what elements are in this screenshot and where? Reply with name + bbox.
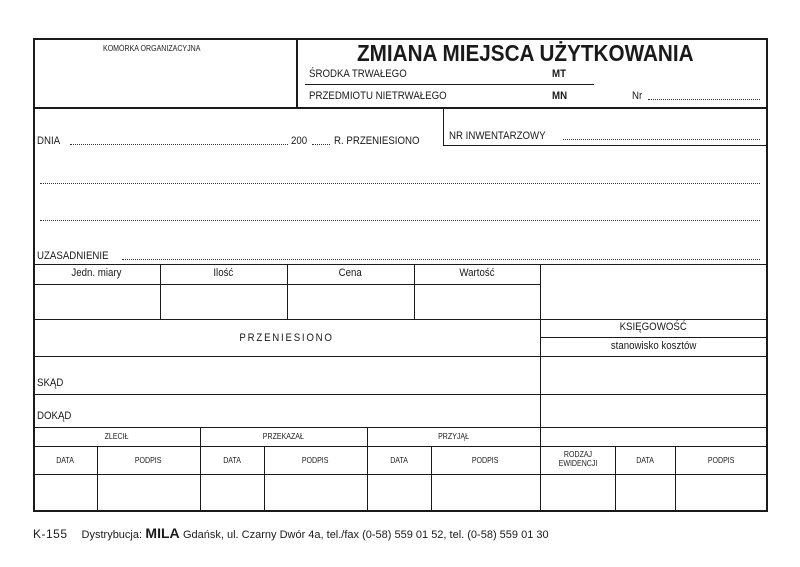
year-suffix: R. PRZENIESIONO xyxy=(334,135,420,147)
frame-bottom xyxy=(33,510,768,512)
inventory-field[interactable] xyxy=(563,136,760,140)
cost-position-to-field[interactable] xyxy=(542,396,765,426)
description-line-2[interactable] xyxy=(40,217,760,221)
received-header: PRZYJĄŁ xyxy=(438,432,469,441)
ordered-signature-cell[interactable] xyxy=(98,476,199,509)
movement-title: PRZENIESIONO xyxy=(239,332,334,344)
received-signature-cell[interactable] xyxy=(432,476,539,509)
handed-over-header: PRZEKAZAŁ xyxy=(262,432,305,441)
handed-over-date-cell[interactable] xyxy=(201,476,263,509)
received-date-header: DATA xyxy=(390,456,408,465)
record-type-header: RODZAJ EWIDENCJI xyxy=(558,450,597,468)
to-field[interactable] xyxy=(85,396,539,426)
frame-right xyxy=(766,38,768,512)
ordered-date-cell[interactable] xyxy=(35,476,96,509)
org-unit-label: KOMÓRKA ORGANIZACYJNA xyxy=(103,44,201,53)
non-durable-code: MN xyxy=(552,90,568,102)
price-header: Cena xyxy=(338,267,363,279)
from-row-line xyxy=(33,394,767,395)
accounting-signature-header: PODPIS xyxy=(707,456,735,465)
accounting-date-header: DATA xyxy=(636,456,654,465)
form-code: K-155 xyxy=(33,527,68,541)
day-label: DNIA xyxy=(37,135,61,147)
footer xyxy=(33,526,549,542)
cost-position-label: stanowisko kosztów xyxy=(610,340,697,352)
received-signature-header: PODPIS xyxy=(472,456,499,465)
value-header: Wartość xyxy=(459,267,495,279)
justification-field[interactable] xyxy=(122,256,760,260)
handed-over-signature-header: PODPIS xyxy=(302,456,329,465)
handed-over-signature-cell[interactable] xyxy=(265,476,366,509)
ordered-date-header: DATA xyxy=(56,456,74,465)
cost-position-from-field[interactable] xyxy=(542,358,765,393)
accounting-title-line xyxy=(540,337,767,338)
to-row-line xyxy=(33,427,767,428)
inventory-label: NR INWENTARZOWY xyxy=(449,130,546,142)
quantity-header: Ilość xyxy=(213,267,234,279)
header-bottom-line xyxy=(33,107,768,109)
record-type-cell[interactable] xyxy=(541,476,614,509)
received-date-cell[interactable] xyxy=(368,476,430,509)
header-divider xyxy=(296,38,298,109)
inventory-box-bottom xyxy=(443,145,767,146)
to-label: DOKĄD xyxy=(37,410,72,422)
inventory-box-left xyxy=(443,108,444,146)
handed-over-date-header: DATA xyxy=(223,456,241,465)
fixed-asset-code: MT xyxy=(552,68,566,80)
price-cell[interactable] xyxy=(288,285,414,318)
value-cell[interactable] xyxy=(415,285,540,318)
value-table-top xyxy=(33,264,767,265)
nr-field[interactable] xyxy=(648,96,760,100)
distributor-address: Gdańsk, ul. Czarny Dwór 4a, tel./fax (0-58) 559 01 52, tel. (0-58) 559 01 30 xyxy=(182,529,549,541)
unit-header: Jedn. miary xyxy=(71,267,122,279)
accounting-date-cell[interactable] xyxy=(616,476,674,509)
accounting-signature-cell[interactable] xyxy=(676,476,765,509)
header-inner-line xyxy=(305,84,594,85)
accounting-title: KSIĘGOWOŚĆ xyxy=(619,321,688,333)
unit-cell[interactable] xyxy=(34,285,160,318)
description-line-1[interactable] xyxy=(40,180,760,184)
distribution-label: Dystrybucja: xyxy=(81,529,143,541)
from-field[interactable] xyxy=(80,358,539,393)
movement-header-line xyxy=(33,356,767,357)
year-text: 200 xyxy=(291,135,308,147)
fixed-asset-label: ŚRODKA TRWAŁEGO xyxy=(309,68,407,80)
form-title: ZMIANA MIEJSCA UŻYTKOWANIA xyxy=(357,40,694,66)
ordered-header: ZLECIŁ xyxy=(104,432,129,441)
movement-top xyxy=(33,319,767,320)
from-label: SKĄD xyxy=(37,377,64,389)
day-field[interactable] xyxy=(70,141,288,145)
signature-subheader-line xyxy=(33,474,767,475)
quantity-cell[interactable] xyxy=(161,285,287,318)
nr-label: Nr xyxy=(632,90,643,102)
brand-name: MILA xyxy=(145,525,180,541)
ordered-signature-header: PODPIS xyxy=(135,456,162,465)
year-field[interactable] xyxy=(312,141,330,145)
non-durable-label: PRZEDMIOTU NIETRWAŁEGO xyxy=(309,90,447,102)
justification-label: UZASADNIENIE xyxy=(37,250,109,262)
signature-header-line xyxy=(33,446,767,447)
